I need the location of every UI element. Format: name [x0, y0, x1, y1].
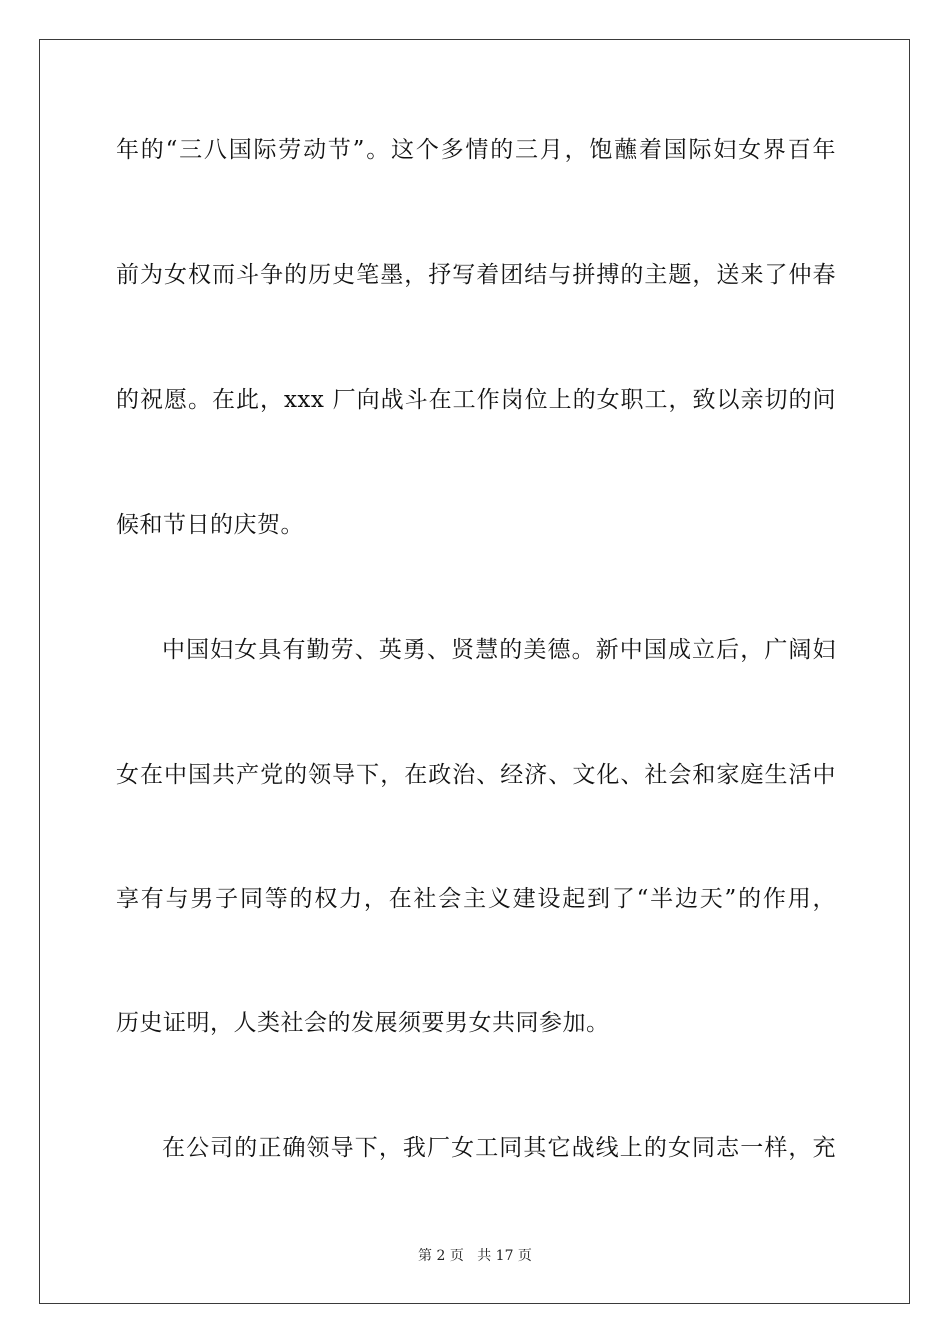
text-line: 前为女权而斗争的历史笔墨，抒写着团结与拼搏的主题，送来了仲春 — [116, 262, 836, 288]
text-line: 享有与男子同等的权力，在社会主义建设起到了“半边天”的作用， — [116, 886, 836, 912]
paragraph-first-line: 中国妇女具有勤劳、英勇、贤慧的美德。新中国成立后，广阔妇 — [162, 637, 836, 663]
page-number: 第 2 页 — [418, 1248, 464, 1264]
page-footer — [0, 1247, 950, 1265]
paragraph-first-line: 在公司的正确领导下，我厂女工同其它战线上的女同志一样，充 — [162, 1135, 836, 1161]
text-line: 的祝愿。在此，xxx 厂向战斗在工作岗位上的女职工，致以亲切的问 — [116, 387, 836, 413]
text-line: 历史证明，人类社会的发展须要男女共同参加。 — [116, 1010, 610, 1036]
text-line: 年的“三八国际劳动节”。这个多情的三月，饱蘸着国际妇女界百年 — [116, 137, 836, 163]
page-total: 共 17 页 — [477, 1248, 532, 1264]
text-line: 候和节日的庆贺。 — [116, 512, 304, 538]
page-border — [39, 39, 910, 1304]
text-line: 女在中国共产党的领导下，在政治、经济、文化、社会和家庭生活中 — [116, 762, 836, 788]
